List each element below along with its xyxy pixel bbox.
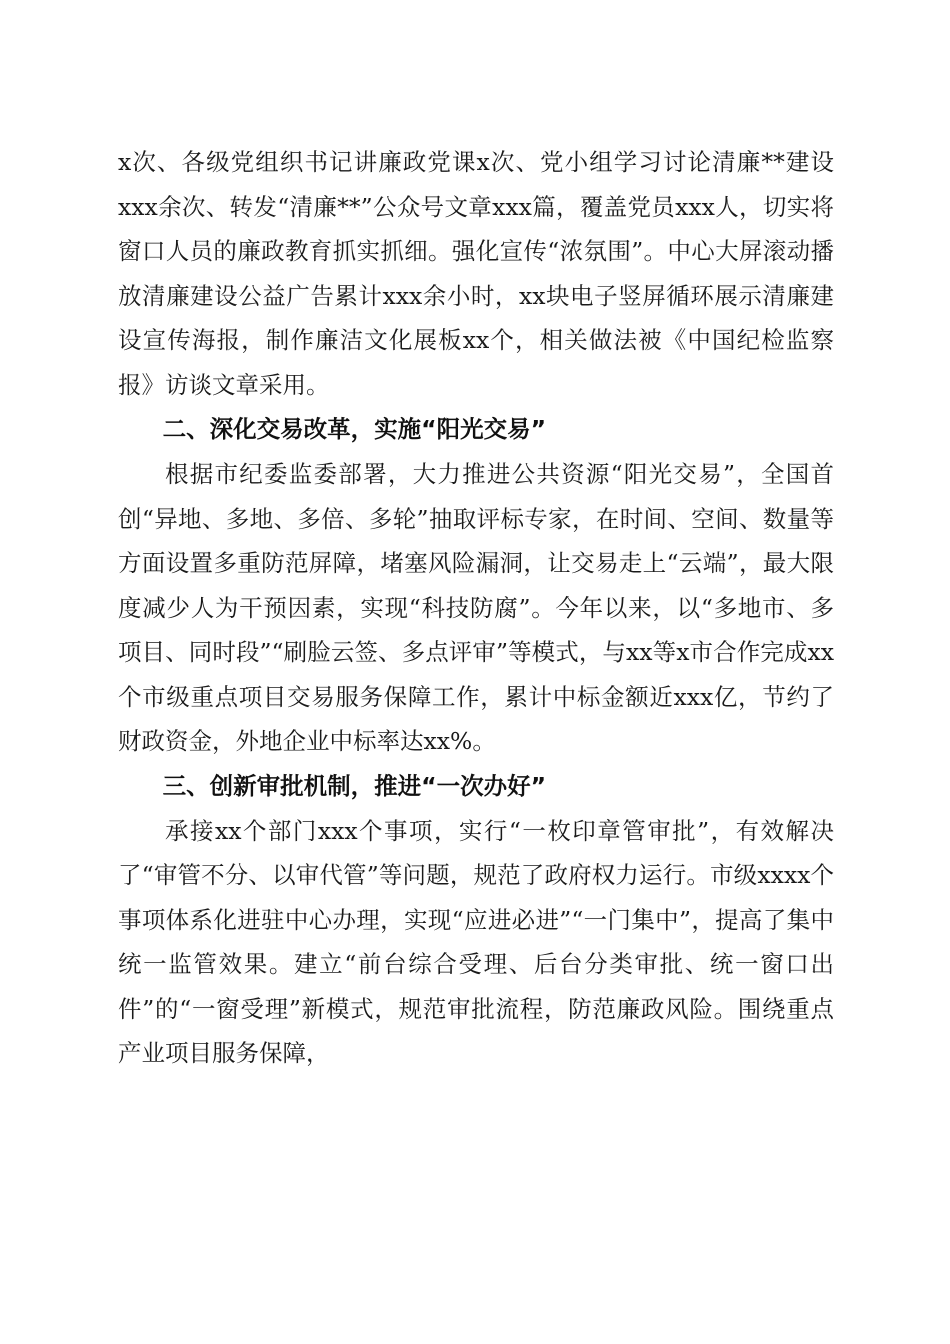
- section-heading-one-time-service: 三、创新审批机制，推进“一次办好”: [162, 771, 547, 800]
- paragraph-sunshine-trading: 根据市纪委监委部署，大力推进公共资源“阳光交易”，全国首创“异地、多地、多倍、多轮”抽取评标专家，在时间、空间、数量等方面设置多重防范屏障，堵塞风险漏洞，让交易走上“云端”，最大限度减少人为干预因素，实现“科技防腐”。今年以来，以“多地市、多项目、同时段”“刷脸云签、多点评审”等模式，与xx等x市合作完成xx个市级重点项目交易服务保障工作，累计中标金额近xxx亿，节约了财政资金，外地企业中标率达xx%。: [118, 460, 834, 755]
- paragraph-education-publicity: x次、各级党组织书记讲廉政党课x次、党小组学习讨论清廉**建设xxx余次、转发“清廉**”公众号文章xxx篇，覆盖党员xxx人，切实将窗口人员的廉政教育抓实抓细。强化宣传“浓氛围”。中心大屏滚动播放清廉建设公益广告累计xxx余小时，xx块电子竖屏循环展示清廉建设宣传海报，制作廉洁文化展板xx个，相关做法被《中国纪检监察报》访谈文章采用。: [118, 148, 834, 399]
- section-heading-sunshine-trading: 二、深化交易改革，实施“阳光交易”: [162, 415, 547, 443]
- document-body: [118, 140, 834, 1076]
- paragraph-approval-mechanism: 承接xx个部门xxx个事项，实行“一枚印章管审批”，有效解决了“审管不分、以审代管”等问题，规范了政府权力运行。市级xxxx个事项体系化进驻中心办理，实现“应进必进”“一门集中”，提高了集中统一监管效果。建立“前台综合受理、后台分类审批、统一窗口出件”的“一窗受理”新模式，规范审批流程，防范廉政风险。围绕重点产业项目服务保障，: [118, 816, 834, 1067]
